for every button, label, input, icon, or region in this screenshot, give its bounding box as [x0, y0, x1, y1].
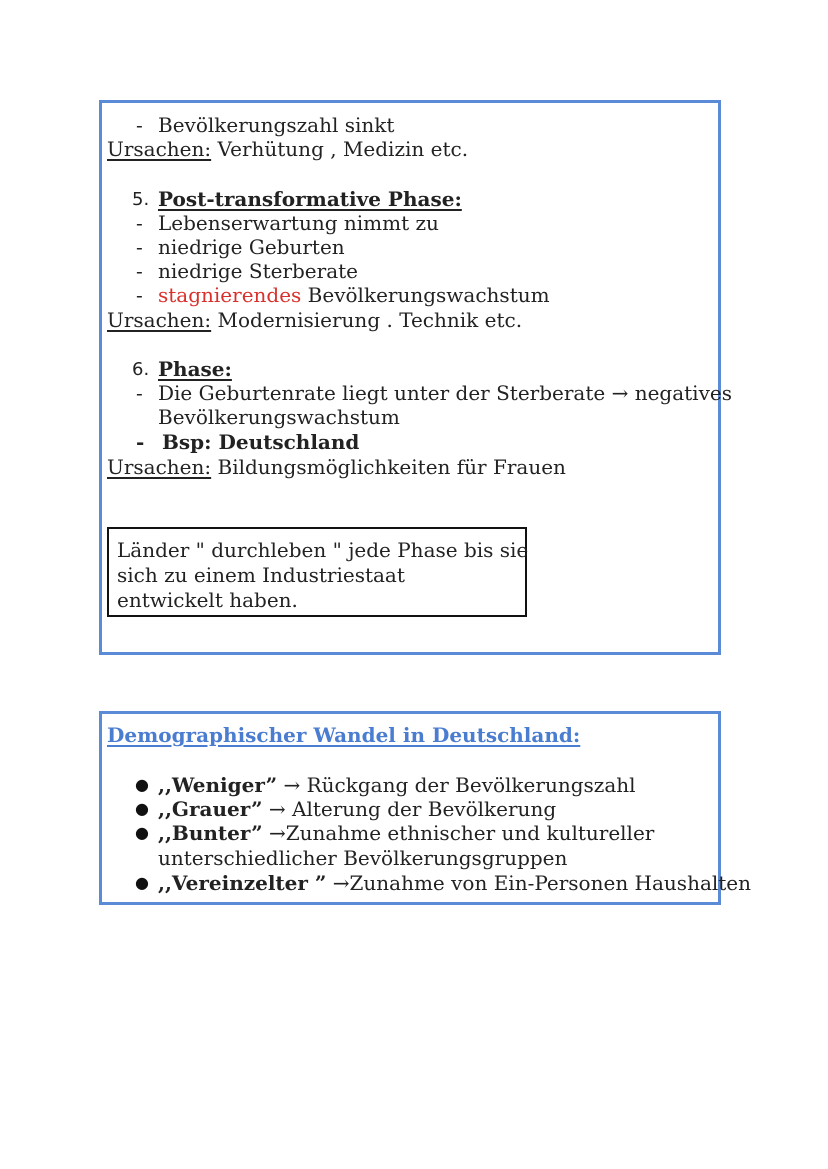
list-item-text: →Zunahme von Ein-Personen Haushalten	[326, 871, 752, 895]
highlight-word: stagnierendes	[158, 283, 302, 307]
ursachen-text: Modernisierung . Technik etc.	[211, 308, 523, 332]
list-item: Bsp: Deutschland	[162, 430, 360, 454]
note-line: entwickelt haben.	[117, 588, 298, 612]
ursachen-line	[107, 455, 566, 479]
list-item	[158, 821, 654, 845]
list-item: Die Geburtenrate liegt unter der Sterberate → negatives	[158, 381, 732, 405]
ursachen-label: Ursachen:	[107, 455, 212, 479]
note-line: Länder " durchleben " jede Phase bis sie	[117, 538, 529, 562]
keyword: ,,Weniger”	[158, 773, 278, 797]
bullet-icon: ●	[135, 823, 149, 842]
dash: -	[136, 283, 143, 307]
list-item-text: Bevölkerungswachstum	[301, 283, 550, 307]
ursachen-label: Ursachen:	[107, 137, 212, 161]
list-item	[158, 283, 550, 307]
bullet-icon: ●	[135, 873, 149, 892]
list-item	[158, 773, 636, 797]
demographic-change-card	[99, 711, 752, 905]
list-item: niedrige Geburten	[158, 235, 345, 259]
keyword: ,,Grauer”	[158, 797, 263, 821]
dash: -	[136, 211, 143, 235]
ursachen-line	[107, 137, 468, 161]
phase-number: 6.	[132, 359, 150, 380]
list-item: niedrige Sterberate	[158, 259, 358, 283]
dash: -	[136, 259, 143, 283]
note-box	[107, 527, 527, 617]
bullet-icon: ●	[135, 799, 149, 818]
list-item-text: →Zunahme ethnischer und kultureller	[262, 821, 655, 845]
phase-number: 5.	[132, 189, 150, 210]
list-item: Lebenserwartung nimmt zu	[158, 211, 439, 235]
dash: -	[136, 430, 145, 454]
dash: -	[136, 113, 143, 137]
keyword: ,,Vereinzelter ”	[158, 871, 327, 895]
ursachen-text: Verhütung , Medizin etc.	[211, 137, 469, 161]
ursachen-line	[107, 308, 522, 332]
list-item	[158, 871, 751, 895]
bullet-icon: ●	[135, 775, 149, 794]
keyword: ,,Bunter”	[158, 821, 263, 845]
section-title: Demographischer Wandel in Deutschland:	[107, 723, 581, 747]
dash: -	[136, 381, 143, 405]
list-item-continued: unterschiedlicher Bevölkerungsgruppen	[158, 846, 568, 870]
list-item-continued: Bevölkerungswachstum	[158, 405, 400, 429]
ursachen-label: Ursachen:	[107, 308, 212, 332]
list-item-text: → Rückgang der Bevölkerungszahl	[277, 773, 636, 797]
list-item	[158, 797, 556, 821]
dash: -	[136, 235, 143, 259]
phase-title: Post-transformative Phase:	[158, 187, 462, 211]
phase-card	[99, 100, 732, 655]
list-item-text: → Alterung der Bevölkerung	[262, 797, 557, 821]
text-line: Bevölkerungszahl sinkt	[158, 113, 395, 137]
note-line: sich zu einem Industriestaat	[117, 563, 405, 587]
phase-title: Phase:	[158, 357, 232, 381]
ursachen-text: Bildungsmöglichkeiten für Frauen	[211, 455, 566, 479]
